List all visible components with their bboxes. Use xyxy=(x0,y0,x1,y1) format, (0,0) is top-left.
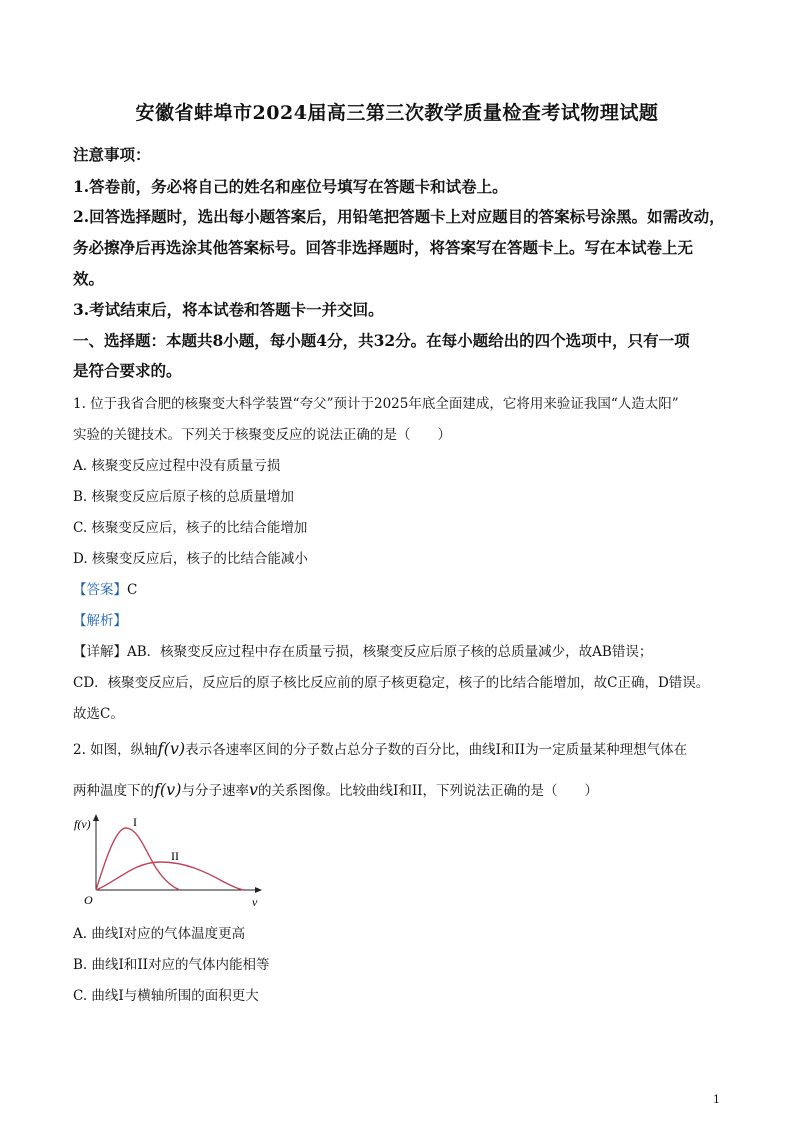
speed-distribution-figure xyxy=(68,810,278,910)
q2-stem-v: v xyxy=(248,780,258,799)
q2-stem-fv: f(v) xyxy=(157,739,186,758)
notice-item-2-line-1: 2.回答选择题时，选出每小题答案后，用铅笔把答题卡上对应题目的答案标号涂黑。如需改动， xyxy=(73,207,725,226)
notice-heading: 注意事项： xyxy=(73,145,151,164)
notice-item-2-line-2: 务必擦净后再选涂其他答案标号。回答非选择题时，将答案写在答题卡上。写在本试卷上无 xyxy=(73,238,694,257)
x-axis-arrow xyxy=(255,887,262,893)
section-heading-line-2: 是符合要求的。 xyxy=(73,361,182,380)
y-axis-label: f(v) xyxy=(74,817,91,831)
section-heading-line-1: 一、选择题：本题共8小题，每小题4分，共32分。在每小题给出的四个选项中，只有一项 xyxy=(73,331,690,350)
notice-item-3: 3.考试结束后，将本试卷和答题卡一并交回。 xyxy=(73,300,384,319)
detail-text-1: AB．核聚变反应过程中存在质量亏损，核聚变反应后原子核的总质量减少，故AB错误； xyxy=(127,644,653,660)
q2-stem-text-e: 的关系图像。比较曲线I和II，下列说法正确的是（ ） xyxy=(258,783,598,799)
detail-tag: 【详解】 xyxy=(73,644,127,660)
curve-I xyxy=(96,828,180,890)
paper-title: 安徽省蚌埠市2024届高三第三次教学质量检查考试物理试题 xyxy=(135,102,659,124)
q2-stem-fv-2: f(v) xyxy=(154,780,182,799)
q1-option-b: B. 核聚变反应后原子核的总质量增加 xyxy=(73,489,295,505)
q2-option-a: A. 曲线I对应的气体温度更高 xyxy=(73,926,246,942)
q1-answer xyxy=(73,578,137,598)
q1-stem-line-1: 1. 位于我省合肥的核聚变大科学装置“夸父”预计于2025年底全面建成，它将用来验证我国“人造太阳” xyxy=(73,396,679,412)
x-axis-label: v xyxy=(252,895,258,909)
page-number: 1 xyxy=(713,1093,720,1106)
q1-detail-line-2: CD．核聚变反应后，反应后的原子核比反应前的原子核更稳定，核子的比结合能增加，故C正确，D错误。 xyxy=(73,675,710,691)
curve-I-label: I xyxy=(133,815,137,829)
q1-option-a: A. 核聚变反应过程中没有质量亏损 xyxy=(73,458,281,474)
curve-II xyxy=(96,862,244,890)
q2-stem-text-d: 与分子速率 xyxy=(181,783,249,799)
q2-option-b: B. 曲线I和II对应的气体内能相等 xyxy=(73,957,270,973)
q2-stem-text-b: 表示各速率区间的分子数占总分子数的百分比，曲线I和II为一定质量某种理想气体在 xyxy=(185,742,688,758)
answer-tag: 【答案】 xyxy=(73,582,127,598)
notice-item-2-line-3: 效。 xyxy=(73,269,105,288)
y-axis-arrow xyxy=(93,814,99,821)
notice-item-1: 1.答卷前，务必将自己的姓名和座位号填写在答题卡和试卷上。 xyxy=(73,177,508,196)
q1-analysis-tag: 【解析】 xyxy=(73,613,127,629)
origin-label: O xyxy=(84,893,93,907)
answer-value: C xyxy=(127,582,138,598)
curve-II-label: II xyxy=(171,849,179,863)
q2-stem-text-c: 两种温度下的 xyxy=(73,783,154,799)
q1-stem-line-2: 实验的关键技术。下列关于核聚变反应的说法正确的是（ ） xyxy=(73,427,451,443)
q1-detail-line-1 xyxy=(73,640,652,660)
q2-stem-text-a: 2. 如图，纵轴 xyxy=(73,742,158,758)
q2-option-c: C. 曲线I与横轴所围的面积更大 xyxy=(73,988,259,1004)
q2-stem-line-1 xyxy=(73,738,687,758)
q1-conclusion: 故选C。 xyxy=(73,706,124,722)
q1-option-c: C. 核聚变反应后，核子的比结合能增加 xyxy=(73,520,308,536)
q2-stem-line-2 xyxy=(73,779,598,799)
q1-option-d: D. 核聚变反应后，核子的比结合能减小 xyxy=(73,551,308,567)
